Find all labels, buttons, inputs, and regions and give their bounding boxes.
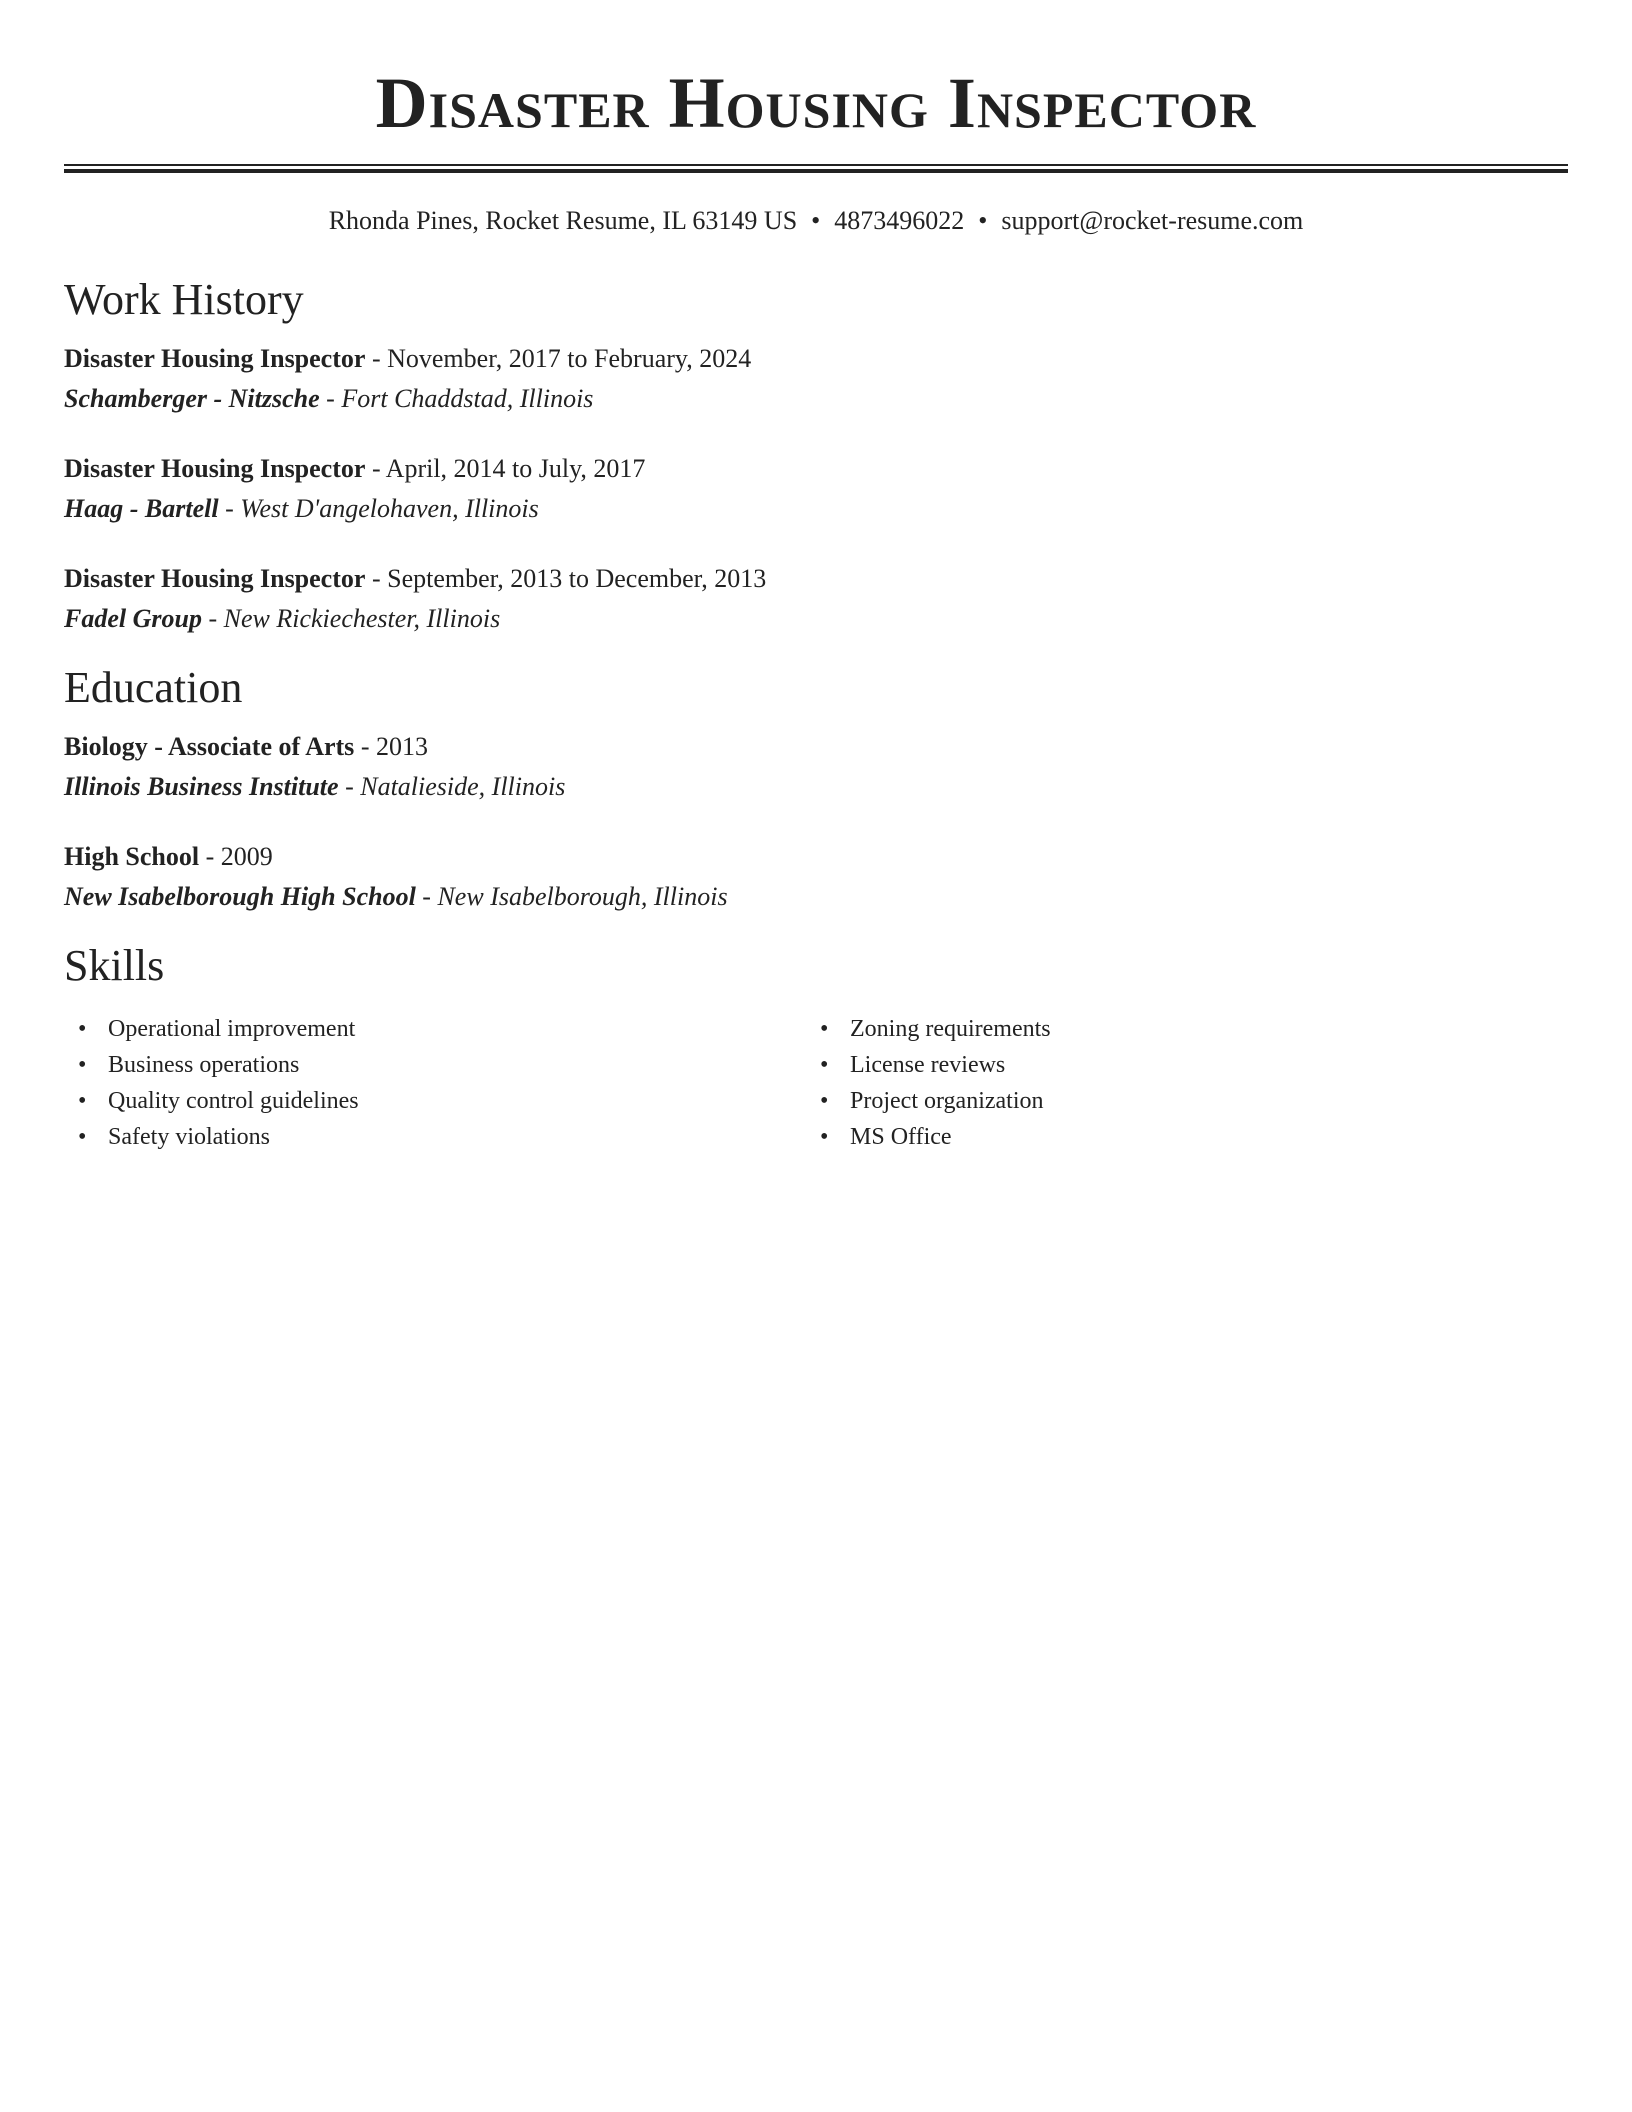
work-entry-line2: Schamberger - Nitzsche - Fort Chaddstad, Illinois bbox=[64, 384, 594, 413]
work-entry-line1: Disaster Housing Inspector - November, 2017 to February, 2024 bbox=[64, 344, 752, 373]
work-entry-line2: Haag - Bartell - West D'angelohaven, Illinois bbox=[64, 494, 539, 523]
employer-name: Schamberger - Nitzsche bbox=[64, 384, 320, 413]
bullet-icon: • bbox=[78, 1016, 87, 1042]
skills-column-right bbox=[806, 1011, 1548, 1155]
skill-label: Zoning requirements bbox=[850, 1016, 1051, 1042]
graduation-year: 2013 bbox=[375, 732, 428, 761]
work-history-heading: Work History bbox=[64, 275, 304, 324]
skill-item bbox=[64, 1083, 806, 1119]
skill-item bbox=[64, 1047, 806, 1083]
skill-label: Project organization bbox=[850, 1088, 1044, 1114]
work-entry-line2: Fadel Group - New Rickiechester, Illinois bbox=[64, 604, 501, 633]
skills-list bbox=[64, 1011, 1568, 1155]
skill-item bbox=[64, 1119, 806, 1155]
education-entry bbox=[64, 727, 1568, 807]
job-dates: November, 2017 to February, 2024 bbox=[387, 344, 752, 373]
bullet-icon: • bbox=[78, 1052, 87, 1078]
contact-address: Rhonda Pines, Rocket Resume, IL 63149 US bbox=[328, 206, 798, 235]
skills-heading: Skills bbox=[64, 941, 165, 990]
bullet-icon: • bbox=[820, 1052, 829, 1078]
skill-label: Business operations bbox=[108, 1052, 300, 1078]
skill-item bbox=[806, 1119, 1548, 1155]
bullet-icon: • bbox=[78, 1124, 87, 1150]
employer-location: New Rickiechester, Illinois bbox=[223, 604, 501, 633]
work-entry-line1: Disaster Housing Inspector - September, 2013 to December, 2013 bbox=[64, 564, 767, 593]
education-entry bbox=[64, 837, 1568, 917]
skill-item bbox=[806, 1083, 1548, 1119]
bullet-icon: • bbox=[820, 1124, 829, 1150]
skill-label: License reviews bbox=[850, 1052, 1006, 1078]
graduation-year: 2009 bbox=[220, 842, 273, 871]
contact-separator: • bbox=[978, 206, 988, 235]
education-entry-line2: Illinois Business Institute - Natalieside, Illinois bbox=[64, 772, 566, 801]
contact-separator: • bbox=[811, 206, 821, 235]
degree-name: High School bbox=[64, 842, 200, 871]
school-location: New Isabelborough, Illinois bbox=[437, 882, 728, 911]
education-entry-line2: New Isabelborough High School - New Isabelborough, Illinois bbox=[64, 882, 728, 911]
bullet-icon: • bbox=[820, 1088, 829, 1114]
bullet-icon: • bbox=[78, 1088, 87, 1114]
title-double-rule bbox=[64, 164, 1568, 173]
work-entry bbox=[64, 449, 1568, 529]
employer-name: Haag - Bartell bbox=[64, 494, 219, 523]
skill-label: Safety violations bbox=[108, 1124, 270, 1150]
job-dates: September, 2013 to December, 2013 bbox=[387, 564, 767, 593]
employer-location: West D'angelohaven, Illinois bbox=[240, 494, 539, 523]
skill-label: MS Office bbox=[850, 1124, 952, 1150]
skills-column-left bbox=[64, 1011, 806, 1155]
employer-location: Fort Chaddstad, Illinois bbox=[341, 384, 594, 413]
skill-item bbox=[806, 1047, 1548, 1083]
job-title: Disaster Housing Inspector bbox=[64, 344, 366, 373]
skill-item bbox=[806, 1011, 1548, 1047]
school-name: New Isabelborough High School bbox=[64, 882, 416, 911]
work-entry bbox=[64, 559, 1568, 639]
resume-title: Disaster Housing Inspector bbox=[375, 63, 1257, 143]
school-location: Natalieside, Illinois bbox=[360, 772, 566, 801]
bullet-icon: • bbox=[820, 1016, 829, 1042]
skill-label: Quality control guidelines bbox=[108, 1088, 359, 1114]
contact-email: support@rocket-resume.com bbox=[1001, 206, 1304, 235]
job-title: Disaster Housing Inspector bbox=[64, 454, 366, 483]
job-dates: April, 2014 to July, 2017 bbox=[385, 454, 646, 483]
resume-page bbox=[64, 0, 1568, 1155]
contact-line bbox=[64, 205, 1568, 237]
contact-phone: 4873496022 bbox=[834, 206, 965, 235]
degree-name: Biology - Associate of Arts bbox=[64, 732, 355, 761]
employer-name: Fadel Group bbox=[64, 604, 202, 633]
skill-label: Operational improvement bbox=[108, 1016, 356, 1042]
skill-item bbox=[64, 1011, 806, 1047]
work-entry bbox=[64, 339, 1568, 419]
education-heading: Education bbox=[64, 663, 243, 712]
job-title: Disaster Housing Inspector bbox=[64, 564, 366, 593]
education-entry-line1: High School - 2009 bbox=[64, 842, 273, 871]
work-entry-line1: Disaster Housing Inspector - April, 2014 to July, 2017 bbox=[64, 454, 646, 483]
education-entry-line1: Biology - Associate of Arts - 2013 bbox=[64, 732, 428, 761]
school-name: Illinois Business Institute bbox=[64, 772, 339, 801]
